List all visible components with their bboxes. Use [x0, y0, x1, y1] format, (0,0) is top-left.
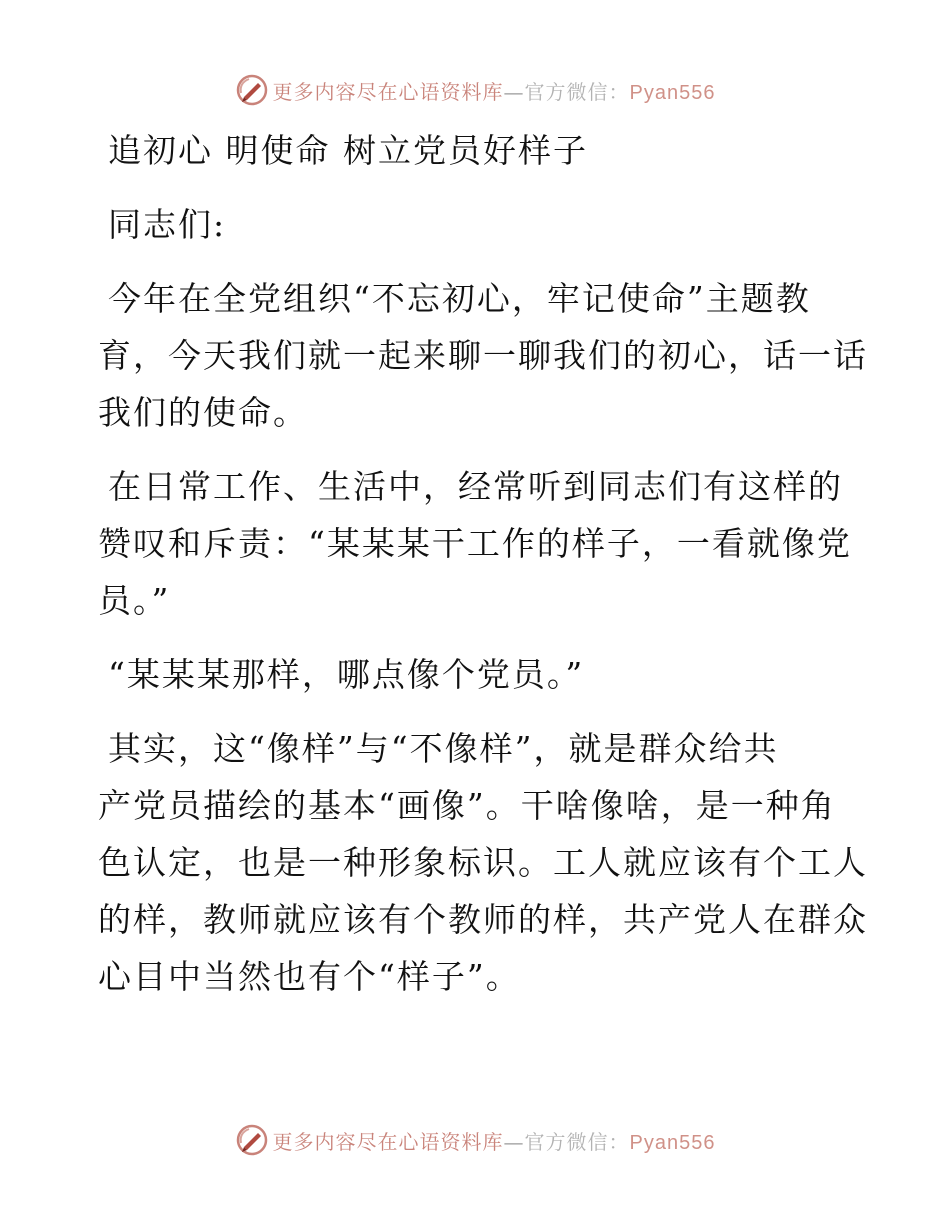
paragraph-line: 育，今天我们就一起来聊一聊我们的初心，话一话	[98, 336, 868, 375]
paragraph-line: 其实，这“像样”与“不像样”，就是群众给共	[108, 729, 779, 768]
header-watermark	[0, 70, 950, 110]
document-title: 追初心 明使命 树立党员好样子	[108, 131, 588, 170]
paragraph-line: 在日常工作、生活中，经常听到同志们有这样的	[108, 467, 843, 506]
pen-logo-icon	[235, 73, 269, 107]
paragraph-line: “某某某那样，哪点像个党员。”	[108, 655, 585, 694]
paragraph-1	[98, 270, 868, 441]
paragraph-4	[98, 720, 868, 1005]
paragraph-line: 心目中当然也有个“样子”。	[98, 957, 521, 996]
watermark-wechat-id: Pyan556	[629, 1131, 716, 1154]
paragraph-line: 员。”	[98, 581, 171, 620]
pen-logo-icon	[235, 1123, 269, 1157]
paragraph-3	[98, 646, 850, 703]
watermark-brand: 更多内容尽在心语资料库	[272, 79, 504, 104]
paragraph-line: 我们的使命。	[98, 393, 308, 432]
watermark-subtitle: 官方微信：	[524, 79, 630, 104]
watermark-subtitle: 官方微信：	[524, 1129, 630, 1154]
paragraph-line: 产党员描绘的基本“画像”。干啥像啥，是一种角	[98, 786, 836, 825]
paragraph-line: 赞叹和斥责：“某某某干工作的样子，一看就像党	[98, 524, 852, 563]
watermark-brand: 更多内容尽在心语资料库	[272, 1129, 504, 1154]
paragraph-line: 今年在全党组织“不忘初心，牢记使命”主题教	[108, 279, 811, 318]
paragraph-2	[98, 458, 850, 629]
watermark-dash: —	[503, 79, 525, 104]
paragraph-line: 色认定，也是一种形象标识。工人就应该有个工人	[98, 843, 868, 882]
footer-watermark	[0, 1120, 950, 1160]
watermark-dash: —	[503, 1129, 525, 1154]
paragraph-line: 的样，教师就应该有个教师的样，共产党人在群众	[98, 900, 868, 939]
watermark-wechat-id: Pyan556	[629, 81, 716, 104]
document-body	[98, 122, 868, 1005]
salutation: 同志们:	[108, 205, 227, 244]
